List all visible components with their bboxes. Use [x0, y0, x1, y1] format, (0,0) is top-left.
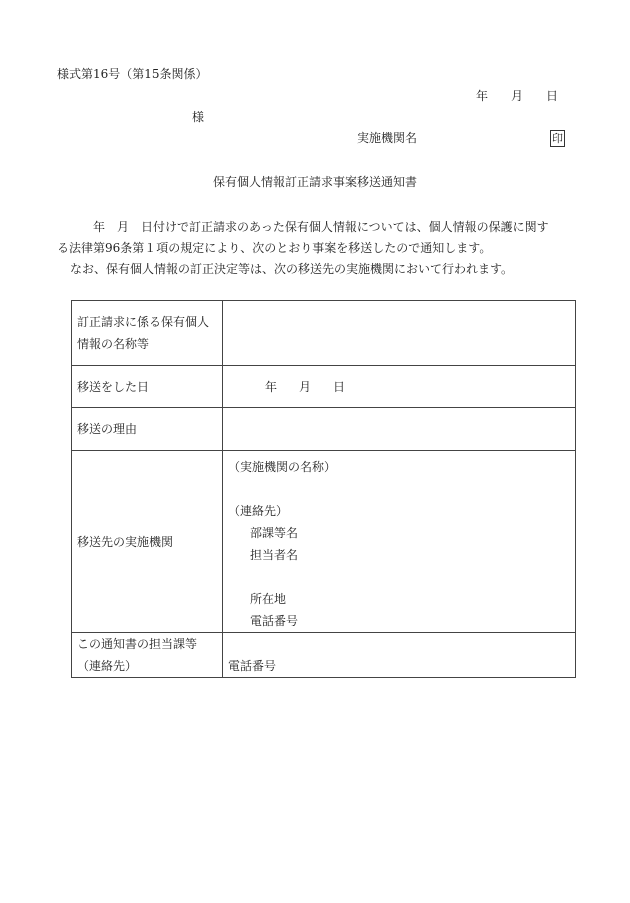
- table-row: [72, 408, 576, 451]
- row-label-transfer-date: 移送をした日: [72, 366, 223, 408]
- date-day: 日: [546, 89, 559, 103]
- form-number: 様式第16号（第15条関係）: [57, 67, 208, 81]
- body-line-1: 年 月 日付けで訂正請求のあった保有個人情報については、個人情報の保護に関す: [93, 220, 549, 234]
- row-label-contact: この通知書の担当課等 （連絡先）: [72, 633, 223, 678]
- row-label-reason: 移送の理由: [72, 408, 223, 451]
- row-value-transfer-date: 年 月 日: [223, 366, 576, 408]
- table-row: [72, 366, 576, 408]
- contact-phone: 電話番号: [228, 659, 277, 673]
- document-title: 保有個人情報訂正請求事案移送通知書: [212, 175, 417, 189]
- destination-contact: （連絡先）: [228, 504, 289, 518]
- seal-mark: 印: [552, 132, 563, 145]
- table-row: [72, 451, 576, 633]
- date-month: 月: [511, 89, 524, 103]
- table-row: [72, 301, 576, 366]
- row-label-destination: 移送先の実施機関: [72, 451, 223, 633]
- body-line-2: る法律第96条第１項の規定により、次のとおり事案を移送したので通知します。: [57, 241, 492, 255]
- destination-person: 担当者名: [250, 548, 299, 562]
- destination-address: 所在地: [250, 592, 287, 606]
- row-value-subject: [223, 301, 576, 366]
- body-line-3: なお、保有個人情報の訂正決定等は、次の移送先の実施機関において行われます。: [70, 262, 514, 276]
- destination-agency-name: （実施機関の名称）: [228, 460, 337, 474]
- agency-name-label: 実施機関名: [357, 131, 418, 145]
- transfer-details-table: [71, 300, 576, 678]
- row-label-subject: 訂正請求に係る保有個人 情報の名称等: [72, 301, 223, 366]
- row-value-destination: [223, 451, 576, 633]
- row-value-contact: [223, 633, 576, 678]
- recipient-suffix: 様: [192, 110, 205, 124]
- date-year: 年: [476, 89, 489, 103]
- destination-dept: 部課等名: [250, 526, 299, 540]
- row-value-reason: [223, 408, 576, 451]
- table-row: [72, 633, 576, 678]
- destination-phone: 電話番号: [250, 614, 299, 628]
